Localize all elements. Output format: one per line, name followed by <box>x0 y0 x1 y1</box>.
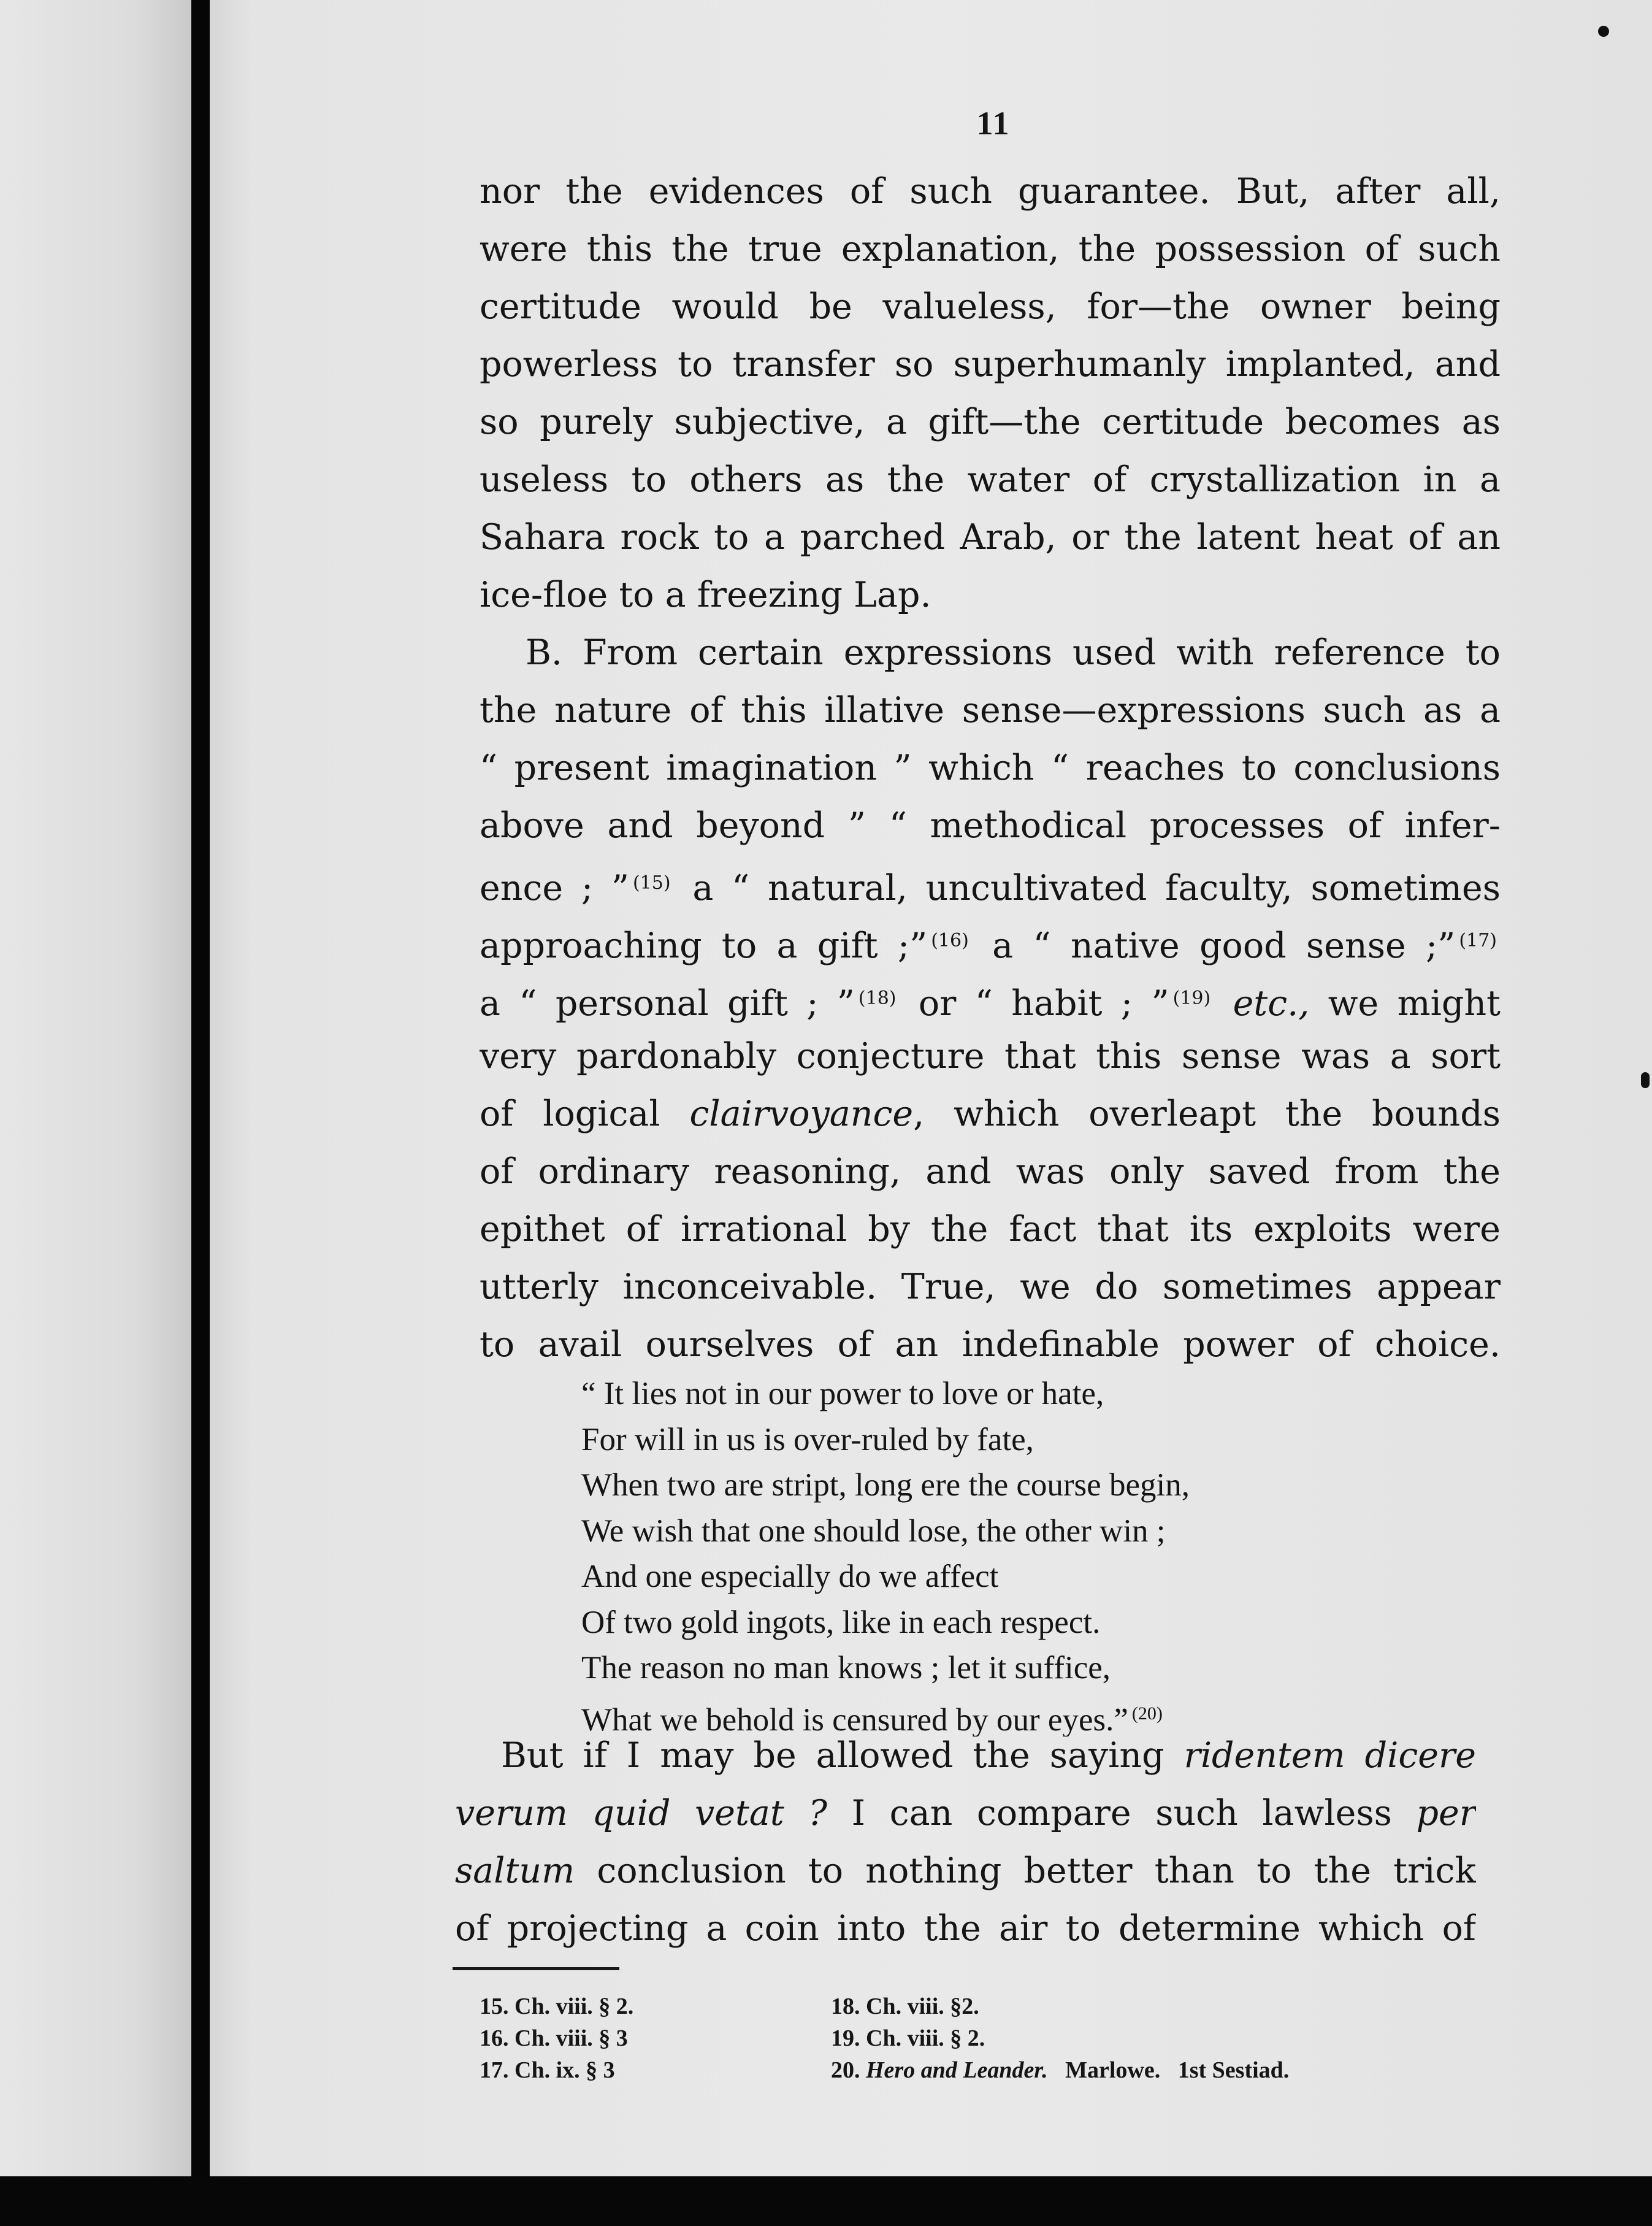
text-fragment: Marlowe. <box>1065 2057 1161 2083</box>
text-line <box>480 912 1501 970</box>
verse-line: Of two gold ingots, like in each respect. <box>581 1604 1101 1640</box>
footnote-ref: (15) <box>632 872 671 894</box>
text-fragment: I can compare such lawless <box>851 1793 1392 1833</box>
footnote: 17. Ch. ix. § 3 <box>480 2057 615 2083</box>
footnote: 16. Ch. viii. § 3 <box>480 2025 628 2051</box>
text-line: nor the evidences of such guarantee. But, after all, <box>480 171 1501 212</box>
verse-line: For will in us is over-ruled by fate, <box>581 1421 1034 1457</box>
text-fragment: , which overleapt the bounds <box>913 1094 1501 1134</box>
verse-line: When two are stript, long ere the course begin, <box>581 1467 1190 1503</box>
text-fragment: 1st Sestiad. <box>1177 2057 1290 2083</box>
text-line: of ordinary reasoning, and was only saved from the <box>480 1151 1501 1192</box>
footnote-ref: (18) <box>858 988 897 1009</box>
italic-fragment: clairvoyance <box>689 1094 914 1134</box>
footnote-ref: (16) <box>931 930 969 951</box>
text-line <box>455 1842 1476 1900</box>
book-gutter <box>191 0 210 2226</box>
text-fragment: 20. <box>831 2057 860 2083</box>
scan-bottom-border <box>0 2176 1652 2226</box>
footnotes-right <box>831 1990 1444 2086</box>
text-line <box>480 970 1501 1027</box>
footnote-divider <box>453 1967 619 1970</box>
text-line: Sahara rock to a parched Arab, or the latent heat of an <box>480 517 1501 558</box>
verse-line: The reason no man knows ; let it suffice, <box>581 1650 1111 1686</box>
text-fragment: But if I may be allowed the saying <box>501 1735 1164 1776</box>
footnotes-left <box>480 1990 798 2086</box>
text-line <box>480 854 1501 912</box>
main-paragraphs <box>480 163 1501 1373</box>
verse-line: We wish that one should lose, the other win ; <box>581 1513 1166 1549</box>
text-line: above and beyond ” “ methodical processes of infer- <box>480 805 1501 846</box>
text-line: the nature of this illative sense—expressions such as a <box>480 690 1501 731</box>
italic-fragment: Hero and Leander. <box>866 2057 1048 2083</box>
facing-page-edge <box>0 0 191 2176</box>
text-line: were this the true explanation, the possession of such <box>480 229 1501 269</box>
text-fragment: a “ natural, uncultivated faculty, sometimes <box>692 868 1501 908</box>
text-line <box>480 1085 1501 1143</box>
text-line <box>455 1784 1476 1842</box>
text-line: ice-floe to a freezing Lap. <box>480 575 931 615</box>
verse-line: And one especially do we affect <box>581 1559 999 1594</box>
text-line: very pardonably conjecture that this sense was a sort <box>480 1036 1501 1077</box>
scan-speck <box>1598 26 1609 37</box>
text-line: B. From certain expressions used with reference to <box>526 632 1501 673</box>
text-fragment: a “ native good sense ;” <box>992 926 1456 966</box>
page-number: 11 <box>976 105 1011 142</box>
text-line: epithet of irrational by the fact that its exploits were <box>480 1209 1501 1249</box>
text-line: utterly inconceivable. True, we do sometimes appear <box>480 1267 1501 1307</box>
text-fragment: of logical <box>480 1094 660 1134</box>
text-line: “ present imagination ” which “ reaches to conclusions <box>480 748 1501 788</box>
text-fragment: ence ; ” <box>480 868 629 908</box>
italic-fragment: per <box>1416 1793 1476 1833</box>
text-line <box>455 1727 1476 1784</box>
italic-fragment: etc., <box>1233 983 1310 1024</box>
text-line: certitude would be valueless, for—the owner being <box>480 286 1501 327</box>
footnote: 19. Ch. viii. § 2. <box>831 2025 985 2051</box>
footnote-ref: (20) <box>1131 1703 1163 1724</box>
text-line: of projecting a coin into the air to determine which of <box>455 1908 1476 1949</box>
text-line: to avail ourselves of an indefinable power of choice. <box>480 1324 1501 1365</box>
text-fragment: a “ personal gift ; ” <box>480 983 855 1024</box>
text-line: useless to others as the water of crystallization in a <box>480 459 1501 500</box>
italic-fragment: verum quid vetat ? <box>455 1793 827 1833</box>
italic-fragment: ridentem dicere <box>1184 1735 1476 1776</box>
text-fragment: approaching to a gift ;” <box>480 926 928 966</box>
closing-paragraph <box>455 1727 1476 1957</box>
footnote-ref: (17) <box>1459 930 1497 951</box>
footnote: 15. Ch. viii. § 2. <box>480 1994 634 2019</box>
text-fragment: or “ habit ; ” <box>918 983 1169 1024</box>
footnote: 18. Ch. viii. §2. <box>831 1994 979 2019</box>
text-fragment: conclusion to nothing better than to the trick <box>597 1851 1476 1891</box>
verse-line: “ It lies not in our power to love or hate, <box>581 1376 1104 1411</box>
footnote <box>831 2054 1444 2086</box>
footnote-ref: (19) <box>1172 988 1211 1009</box>
text-line: powerless to transfer so superhumanly implanted, and <box>480 344 1501 385</box>
text-fragment: we might <box>1328 983 1501 1024</box>
text-line: so purely subjective, a gift—the certitude becomes as <box>480 402 1501 442</box>
verse-quotation <box>581 1371 1397 1737</box>
italic-fragment: saltum <box>455 1851 575 1891</box>
text-fragment: What we behold is censured by our eyes.” <box>581 1702 1128 1737</box>
scan-speck <box>1641 1072 1650 1088</box>
